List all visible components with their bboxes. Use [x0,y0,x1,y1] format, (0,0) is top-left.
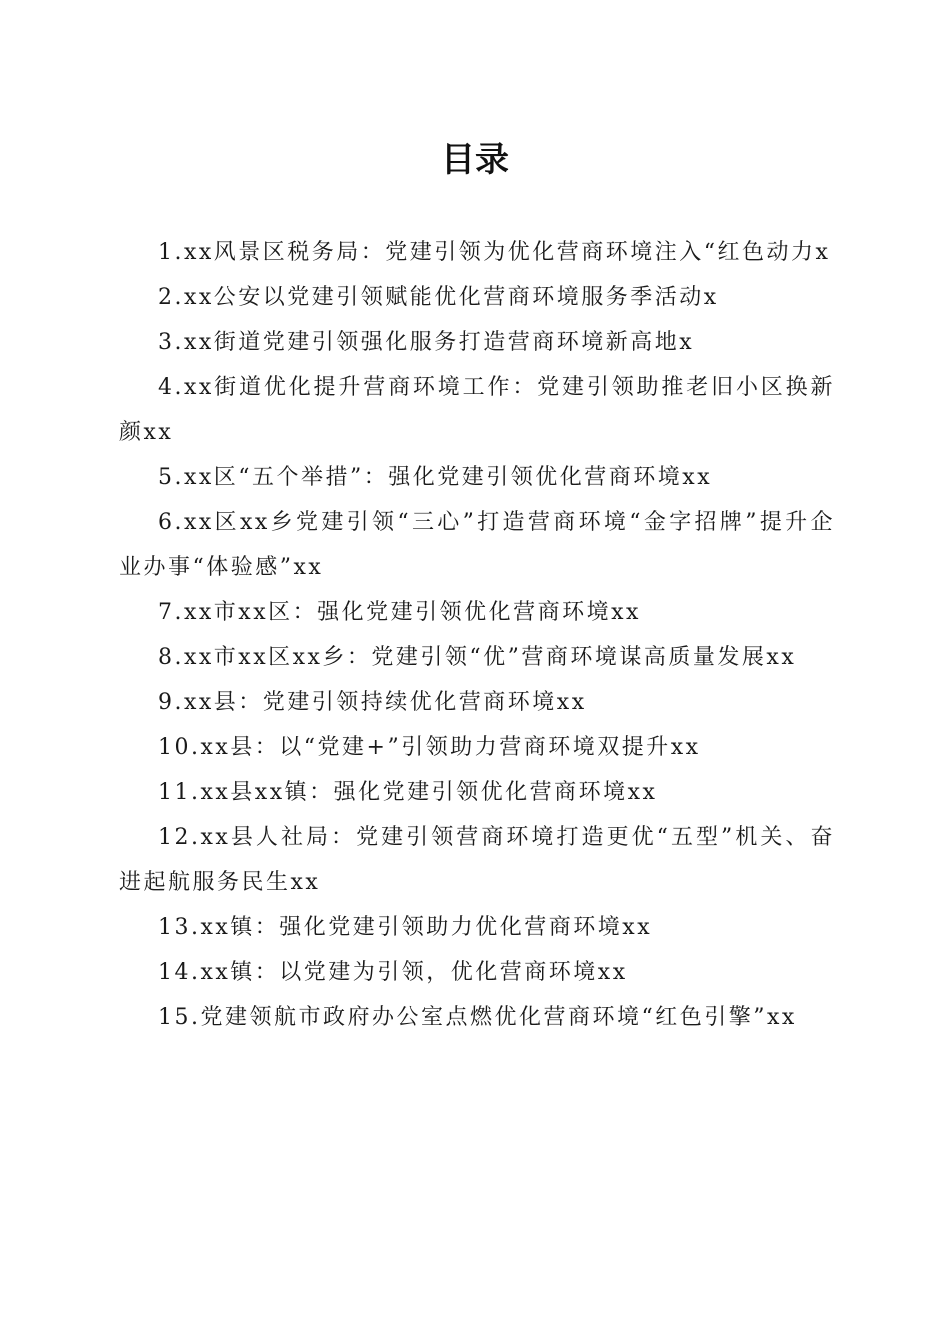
toc-entry-text: 3.xx街道党建引领强化服务打造营商环境新高地x [158,330,695,355]
toc-entry-text: 11.xx县xx镇：强化党建引领优化营商环境xx [158,780,658,805]
toc-entry-6 [119,500,835,590]
toc-entry-text: 9.xx县：党建引领持续优化营商环境xx [158,690,587,715]
toc-entry-12 [119,815,835,905]
toc-entry-2 [119,275,835,320]
table-of-contents [119,230,835,1040]
toc-entry-text: 14.xx镇：以党建为引领，优化营商环境xx [158,960,628,985]
page-title: 目录 [441,140,509,180]
toc-entry-text: 4.xx街道优化提升营商环境工作：党建引领助推老旧小区换新颜xx [119,375,835,445]
toc-entry-14 [119,950,835,995]
toc-entry-15 [119,995,835,1040]
toc-entry-text: 10.xx县：以“党建+”引领助力营商环境双提升xx [158,735,701,760]
toc-entry-9 [119,680,835,725]
toc-entry-8 [119,635,835,680]
toc-entry-1 [119,230,835,275]
toc-entry-text: 15.党建领航市政府办公室点燃优化营商环境“红色引擎”xx [158,1005,797,1030]
toc-entry-text: 12.xx县人社局：党建引领营商环境打造更优“五型”机关、奋进起航服务民生xx [119,825,835,895]
toc-entry-text: 5.xx区“五个举措”：强化党建引领优化营商环境xx [158,465,713,490]
toc-entry-3 [119,320,835,365]
toc-entry-13 [119,905,835,950]
toc-entry-5 [119,455,835,500]
toc-entry-text: 2.xx公安以党建引领赋能优化营商环境服务季活动x [158,285,719,310]
toc-entry-11 [119,770,835,815]
toc-entry-text: 8.xx市xx区xx乡：党建引领“优”营商环境谋高质量发展xx [158,645,797,670]
toc-entry-10 [119,725,835,770]
toc-entry-text: 6.xx区xx乡党建引领“三心”打造营商环境“金字招牌”提升企业办事“体验感”xx [119,510,835,580]
toc-entry-7 [119,590,835,635]
toc-entry-text: 1.xx风景区税务局：党建引领为优化营商环境注入“红色动力x [158,240,831,265]
toc-entry-text: 7.xx市xx区：强化党建引领优化营商环境xx [158,600,641,625]
toc-entry-4 [119,365,835,455]
toc-entry-text: 13.xx镇：强化党建引领助力优化营商环境xx [158,915,653,940]
